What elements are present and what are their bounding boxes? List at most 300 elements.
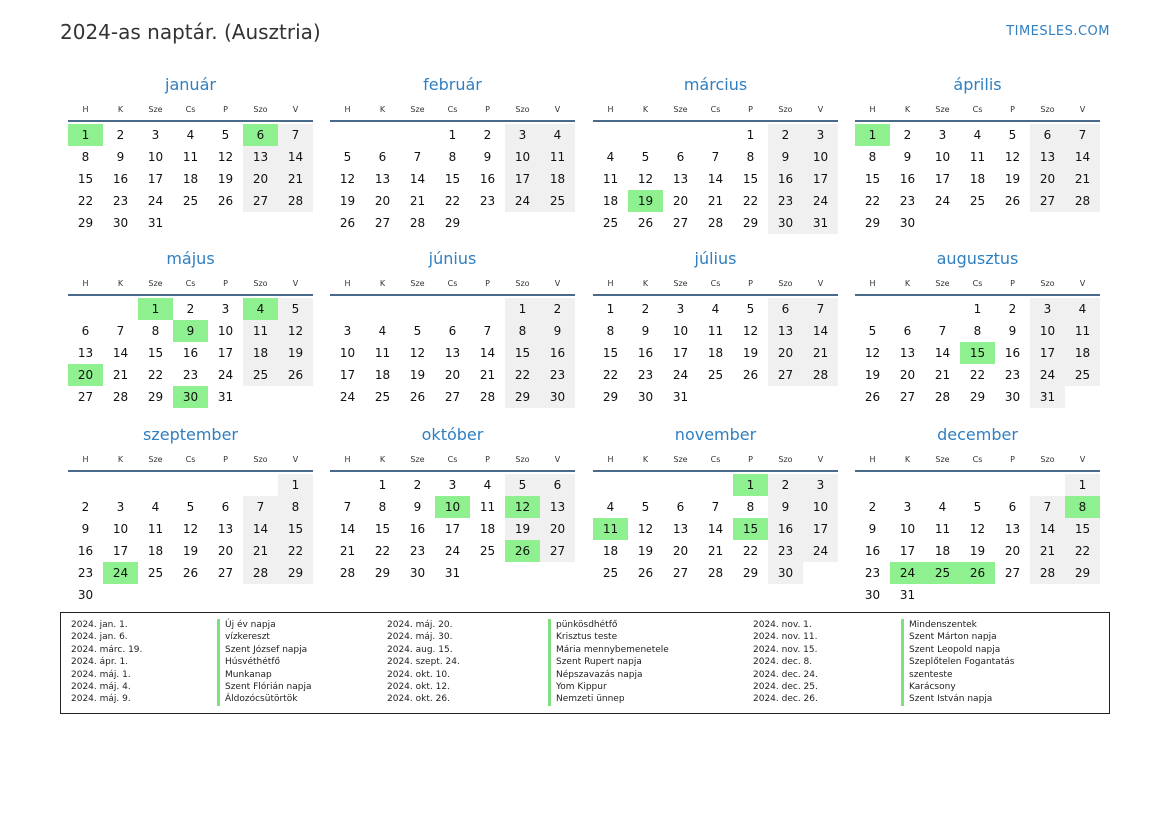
day-cell[interactable]: 20 — [1004, 544, 1021, 558]
day-cell[interactable]: 23 — [637, 368, 654, 382]
day-cell[interactable]: 15 — [147, 346, 164, 360]
day-cell[interactable]: 19 — [969, 544, 986, 558]
day-cell[interactable]: 16 — [409, 522, 426, 536]
day-cell[interactable]: 8 — [868, 150, 877, 164]
day-cell[interactable]: 12 — [339, 172, 356, 186]
day-cell[interactable]: 15 — [1065, 518, 1100, 540]
day-cell[interactable]: 10 — [435, 496, 470, 518]
day-cell[interactable]: 4 — [973, 128, 982, 142]
day-cell[interactable]: 29 — [77, 216, 94, 230]
day-cell[interactable]: 20 — [217, 544, 234, 558]
day-cell[interactable]: 6 — [540, 474, 575, 496]
day-cell[interactable]: 29 — [278, 562, 313, 584]
day-cell[interactable]: 23 — [77, 566, 94, 580]
day-cell[interactable]: 14 — [479, 346, 496, 360]
day-cell[interactable]: 4 — [151, 500, 160, 514]
day-cell[interactable]: 14 — [243, 518, 278, 540]
day-cell[interactable]: 17 — [444, 522, 461, 536]
day-cell[interactable]: 24 — [934, 194, 951, 208]
day-cell[interactable]: 23 — [768, 540, 803, 562]
day-cell[interactable]: 26 — [505, 540, 540, 562]
day-cell[interactable]: 17 — [672, 346, 689, 360]
day-cell[interactable]: 2 — [413, 478, 422, 492]
day-cell[interactable]: 20 — [374, 194, 391, 208]
day-cell[interactable]: 12 — [969, 522, 986, 536]
day-cell[interactable]: 3 — [343, 324, 352, 338]
day-cell[interactable]: 24 — [103, 562, 138, 584]
day-cell[interactable]: 21 — [934, 368, 951, 382]
day-cell[interactable]: 31 — [147, 216, 164, 230]
day-cell[interactable]: 12 — [182, 522, 199, 536]
day-cell[interactable]: 14 — [278, 146, 313, 168]
day-cell[interactable]: 17 — [803, 168, 838, 190]
day-cell[interactable]: 16 — [1004, 346, 1021, 360]
day-cell[interactable]: 17 — [934, 172, 951, 186]
day-cell[interactable]: 28 — [409, 216, 426, 230]
day-cell[interactable]: 8 — [973, 324, 982, 338]
day-cell[interactable]: 17 — [505, 168, 540, 190]
day-cell[interactable]: 24 — [217, 368, 234, 382]
day-cell[interactable]: 1 — [746, 128, 755, 142]
day-cell[interactable]: 27 — [899, 390, 916, 404]
day-cell[interactable]: 24 — [147, 194, 164, 208]
day-cell[interactable]: 26 — [637, 216, 654, 230]
day-cell[interactable]: 28 — [934, 390, 951, 404]
day-cell[interactable]: 3 — [448, 478, 457, 492]
day-cell[interactable]: 25 — [147, 566, 164, 580]
day-cell[interactable]: 25 — [602, 216, 619, 230]
day-cell[interactable]: 30 — [864, 588, 881, 602]
day-cell[interactable]: 17 — [1030, 342, 1065, 364]
day-cell[interactable]: 14 — [803, 320, 838, 342]
day-cell[interactable]: 13 — [899, 346, 916, 360]
day-cell[interactable]: 28 — [1030, 562, 1065, 584]
day-cell[interactable]: 25 — [374, 390, 391, 404]
day-cell[interactable]: 29 — [147, 390, 164, 404]
day-cell[interactable]: 4 — [540, 124, 575, 146]
day-cell[interactable]: 16 — [768, 168, 803, 190]
day-cell[interactable]: 5 — [413, 324, 422, 338]
day-cell[interactable]: 23 — [864, 566, 881, 580]
day-cell[interactable]: 2 — [868, 500, 877, 514]
day-cell[interactable]: 4 — [711, 302, 720, 316]
day-cell[interactable]: 7 — [938, 324, 947, 338]
day-cell[interactable]: 5 — [641, 500, 650, 514]
day-cell[interactable]: 19 — [637, 544, 654, 558]
day-cell[interactable]: 10 — [147, 150, 164, 164]
day-cell[interactable]: 29 — [742, 216, 759, 230]
day-cell[interactable]: 8 — [606, 324, 615, 338]
day-cell[interactable]: 5 — [343, 150, 352, 164]
day-cell[interactable]: 22 — [1065, 540, 1100, 562]
day-cell[interactable]: 14 — [1065, 146, 1100, 168]
day-cell[interactable]: 28 — [479, 390, 496, 404]
day-cell[interactable]: 7 — [711, 500, 720, 514]
day-cell[interactable]: 19 — [278, 342, 313, 364]
day-cell[interactable]: 27 — [540, 540, 575, 562]
day-cell[interactable]: 23 — [899, 194, 916, 208]
day-cell[interactable]: 7 — [711, 150, 720, 164]
day-cell[interactable]: 3 — [803, 474, 838, 496]
day-cell[interactable]: 8 — [378, 500, 387, 514]
day-cell[interactable]: 25 — [1065, 364, 1100, 386]
day-cell[interactable]: 1 — [505, 298, 540, 320]
day-cell[interactable]: 23 — [1004, 368, 1021, 382]
day-cell[interactable]: 31 — [803, 212, 838, 234]
day-cell[interactable]: 1 — [278, 474, 313, 496]
day-cell[interactable]: 19 — [742, 346, 759, 360]
day-cell[interactable]: 4 — [1065, 298, 1100, 320]
day-cell[interactable]: 8 — [151, 324, 160, 338]
day-cell[interactable]: 3 — [1030, 298, 1065, 320]
day-cell[interactable]: 3 — [221, 302, 230, 316]
day-cell[interactable]: 18 — [934, 544, 951, 558]
day-cell[interactable]: 18 — [374, 368, 391, 382]
day-cell[interactable]: 22 — [278, 540, 313, 562]
day-cell[interactable]: 31 — [1030, 386, 1065, 408]
day-cell[interactable]: 12 — [505, 496, 540, 518]
day-cell[interactable]: 24 — [505, 190, 540, 212]
day-cell[interactable]: 11 — [540, 146, 575, 168]
day-cell[interactable]: 10 — [803, 496, 838, 518]
day-cell[interactable]: 22 — [742, 194, 759, 208]
day-cell[interactable]: 10 — [934, 150, 951, 164]
day-cell[interactable]: 29 — [602, 390, 619, 404]
day-cell[interactable]: 24 — [444, 544, 461, 558]
day-cell[interactable]: 9 — [1008, 324, 1017, 338]
day-cell[interactable]: 18 — [182, 172, 199, 186]
day-cell[interactable]: 14 — [1030, 518, 1065, 540]
day-cell[interactable]: 26 — [864, 390, 881, 404]
day-cell[interactable]: 27 — [77, 390, 94, 404]
day-cell[interactable]: 11 — [707, 324, 724, 338]
day-cell[interactable]: 26 — [339, 216, 356, 230]
day-cell[interactable]: 29 — [969, 390, 986, 404]
day-cell[interactable]: 21 — [278, 168, 313, 190]
day-cell[interactable]: 23 — [409, 544, 426, 558]
day-cell[interactable]: 20 — [243, 168, 278, 190]
day-cell[interactable]: 29 — [1065, 562, 1100, 584]
day-cell[interactable]: 28 — [707, 216, 724, 230]
day-cell[interactable]: 28 — [112, 390, 129, 404]
day-cell[interactable]: 13 — [374, 172, 391, 186]
day-cell[interactable]: 1 — [733, 474, 768, 496]
day-cell[interactable]: 4 — [243, 298, 278, 320]
day-cell[interactable]: 2 — [903, 128, 912, 142]
day-cell[interactable]: 13 — [77, 346, 94, 360]
day-cell[interactable]: 11 — [602, 172, 619, 186]
day-cell[interactable]: 19 — [339, 194, 356, 208]
day-cell[interactable]: 14 — [409, 172, 426, 186]
day-cell[interactable]: 2 — [116, 128, 125, 142]
day-cell[interactable]: 6 — [1030, 124, 1065, 146]
day-cell[interactable]: 14 — [707, 522, 724, 536]
day-cell[interactable]: 25 — [243, 364, 278, 386]
day-cell[interactable]: 15 — [374, 522, 391, 536]
day-cell[interactable]: 9 — [641, 324, 650, 338]
day-cell[interactable]: 30 — [77, 588, 94, 602]
day-cell[interactable]: 23 — [540, 364, 575, 386]
day-cell[interactable]: 16 — [899, 172, 916, 186]
day-cell[interactable]: 12 — [637, 522, 654, 536]
day-cell[interactable]: 27 — [1030, 190, 1065, 212]
brand-link[interactable]: TIMESLES.COM — [1006, 24, 1110, 39]
day-cell[interactable]: 27 — [243, 190, 278, 212]
day-cell[interactable]: 8 — [746, 500, 755, 514]
day-cell[interactable]: 1 — [68, 124, 103, 146]
day-cell[interactable]: 2 — [641, 302, 650, 316]
day-cell[interactable]: 20 — [899, 368, 916, 382]
day-cell[interactable]: 27 — [672, 216, 689, 230]
day-cell[interactable]: 7 — [1030, 496, 1065, 518]
day-cell[interactable]: 21 — [409, 194, 426, 208]
day-cell[interactable]: 19 — [864, 368, 881, 382]
day-cell[interactable]: 25 — [707, 368, 724, 382]
day-cell[interactable]: 23 — [112, 194, 129, 208]
day-cell[interactable]: 1 — [606, 302, 615, 316]
day-cell[interactable]: 28 — [803, 364, 838, 386]
day-cell[interactable]: 9 — [116, 150, 125, 164]
day-cell[interactable]: 8 — [81, 150, 90, 164]
day-cell[interactable]: 21 — [339, 544, 356, 558]
day-cell[interactable]: 11 — [1065, 320, 1100, 342]
day-cell[interactable]: 10 — [803, 146, 838, 168]
day-cell[interactable]: 23 — [479, 194, 496, 208]
day-cell[interactable]: 11 — [374, 346, 391, 360]
day-cell[interactable]: 9 — [868, 522, 877, 536]
day-cell[interactable]: 26 — [960, 562, 995, 584]
day-cell[interactable]: 12 — [409, 346, 426, 360]
day-cell[interactable]: 12 — [217, 150, 234, 164]
day-cell[interactable]: 7 — [278, 124, 313, 146]
day-cell[interactable]: 13 — [243, 146, 278, 168]
day-cell[interactable]: 1 — [448, 128, 457, 142]
day-cell[interactable]: 25 — [602, 566, 619, 580]
day-cell[interactable]: 15 — [278, 518, 313, 540]
day-cell[interactable]: 18 — [707, 346, 724, 360]
day-cell[interactable]: 11 — [479, 500, 496, 514]
day-cell[interactable]: 22 — [602, 368, 619, 382]
day-cell[interactable]: 30 — [1004, 390, 1021, 404]
day-cell[interactable]: 6 — [768, 298, 803, 320]
day-cell[interactable]: 27 — [444, 390, 461, 404]
day-cell[interactable]: 26 — [409, 390, 426, 404]
day-cell[interactable]: 15 — [960, 342, 995, 364]
day-cell[interactable]: 4 — [186, 128, 195, 142]
day-cell[interactable]: 19 — [505, 518, 540, 540]
day-cell[interactable]: 19 — [182, 544, 199, 558]
day-cell[interactable]: 26 — [1004, 194, 1021, 208]
day-cell[interactable]: 28 — [707, 566, 724, 580]
day-cell[interactable]: 15 — [742, 172, 759, 186]
day-cell[interactable]: 12 — [742, 324, 759, 338]
day-cell[interactable]: 5 — [186, 500, 195, 514]
day-cell[interactable]: 6 — [378, 150, 387, 164]
day-cell[interactable]: 16 — [540, 342, 575, 364]
day-cell[interactable]: 3 — [116, 500, 125, 514]
day-cell[interactable]: 16 — [768, 518, 803, 540]
day-cell[interactable]: 15 — [864, 172, 881, 186]
day-cell[interactable]: 6 — [81, 324, 90, 338]
day-cell[interactable]: 12 — [1004, 150, 1021, 164]
day-cell[interactable]: 31 — [444, 566, 461, 580]
day-cell[interactable]: 28 — [1065, 190, 1100, 212]
day-cell[interactable]: 5 — [278, 298, 313, 320]
day-cell[interactable]: 16 — [182, 346, 199, 360]
day-cell[interactable]: 24 — [1030, 364, 1065, 386]
day-cell[interactable]: 16 — [864, 544, 881, 558]
day-cell[interactable]: 4 — [606, 150, 615, 164]
day-cell[interactable]: 7 — [483, 324, 492, 338]
day-cell[interactable]: 13 — [444, 346, 461, 360]
day-cell[interactable]: 2 — [540, 298, 575, 320]
day-cell[interactable]: 3 — [903, 500, 912, 514]
day-cell[interactable]: 28 — [243, 562, 278, 584]
day-cell[interactable]: 10 — [339, 346, 356, 360]
day-cell[interactable]: 1 — [1065, 474, 1100, 496]
day-cell[interactable]: 12 — [278, 320, 313, 342]
day-cell[interactable]: 19 — [1004, 172, 1021, 186]
day-cell[interactable]: 15 — [733, 518, 768, 540]
day-cell[interactable]: 29 — [742, 566, 759, 580]
day-cell[interactable]: 17 — [899, 544, 916, 558]
day-cell[interactable]: 3 — [151, 128, 160, 142]
day-cell[interactable]: 21 — [1030, 540, 1065, 562]
day-cell[interactable]: 21 — [112, 368, 129, 382]
day-cell[interactable]: 13 — [540, 496, 575, 518]
day-cell[interactable]: 18 — [969, 172, 986, 186]
day-cell[interactable]: 2 — [81, 500, 90, 514]
day-cell[interactable]: 19 — [628, 190, 663, 212]
day-cell[interactable]: 21 — [707, 194, 724, 208]
day-cell[interactable]: 27 — [1004, 566, 1021, 580]
day-cell[interactable]: 15 — [602, 346, 619, 360]
day-cell[interactable]: 20 — [444, 368, 461, 382]
day-cell[interactable]: 24 — [672, 368, 689, 382]
day-cell[interactable]: 4 — [483, 478, 492, 492]
day-cell[interactable]: 20 — [768, 342, 803, 364]
day-cell[interactable]: 25 — [969, 194, 986, 208]
day-cell[interactable]: 22 — [77, 194, 94, 208]
day-cell[interactable]: 10 — [217, 324, 234, 338]
day-cell[interactable]: 8 — [278, 496, 313, 518]
day-cell[interactable]: 30 — [899, 216, 916, 230]
day-cell[interactable]: 8 — [505, 320, 540, 342]
day-cell[interactable]: 6 — [448, 324, 457, 338]
day-cell[interactable]: 29 — [444, 216, 461, 230]
day-cell[interactable]: 4 — [938, 500, 947, 514]
day-cell[interactable]: 16 — [479, 172, 496, 186]
day-cell[interactable]: 30 — [768, 562, 803, 584]
day-cell[interactable]: 26 — [217, 194, 234, 208]
day-cell[interactable]: 11 — [934, 522, 951, 536]
day-cell[interactable]: 14 — [707, 172, 724, 186]
day-cell[interactable]: 25 — [540, 190, 575, 212]
day-cell[interactable]: 5 — [746, 302, 755, 316]
day-cell[interactable]: 22 — [969, 368, 986, 382]
day-cell[interactable]: 15 — [444, 172, 461, 186]
day-cell[interactable]: 23 — [182, 368, 199, 382]
day-cell[interactable]: 17 — [339, 368, 356, 382]
day-cell[interactable]: 21 — [479, 368, 496, 382]
day-cell[interactable]: 19 — [409, 368, 426, 382]
day-cell[interactable]: 20 — [540, 518, 575, 540]
day-cell[interactable]: 2 — [1008, 302, 1017, 316]
day-cell[interactable]: 20 — [672, 194, 689, 208]
day-cell[interactable]: 8 — [1065, 496, 1100, 518]
day-cell[interactable]: 14 — [339, 522, 356, 536]
day-cell[interactable]: 1 — [973, 302, 982, 316]
day-cell[interactable]: 24 — [803, 190, 838, 212]
day-cell[interactable]: 31 — [899, 588, 916, 602]
day-cell[interactable]: 10 — [112, 522, 129, 536]
day-cell[interactable]: 17 — [803, 518, 838, 540]
day-cell[interactable]: 22 — [742, 544, 759, 558]
day-cell[interactable]: 9 — [768, 496, 803, 518]
day-cell[interactable]: 29 — [505, 386, 540, 408]
day-cell[interactable]: 16 — [637, 346, 654, 360]
day-cell[interactable]: 8 — [448, 150, 457, 164]
day-cell[interactable]: 27 — [217, 566, 234, 580]
day-cell[interactable]: 21 — [707, 544, 724, 558]
day-cell[interactable]: 13 — [768, 320, 803, 342]
day-cell[interactable]: 6 — [1008, 500, 1017, 514]
day-cell[interactable]: 11 — [969, 150, 986, 164]
day-cell[interactable]: 18 — [147, 544, 164, 558]
day-cell[interactable]: 13 — [672, 522, 689, 536]
day-cell[interactable]: 6 — [221, 500, 230, 514]
day-cell[interactable]: 2 — [768, 124, 803, 146]
day-cell[interactable]: 26 — [637, 566, 654, 580]
day-cell[interactable]: 27 — [768, 364, 803, 386]
day-cell[interactable]: 13 — [672, 172, 689, 186]
day-cell[interactable]: 5 — [1008, 128, 1017, 142]
day-cell[interactable]: 27 — [672, 566, 689, 580]
day-cell[interactable]: 22 — [864, 194, 881, 208]
day-cell[interactable]: 6 — [676, 500, 685, 514]
day-cell[interactable]: 24 — [339, 390, 356, 404]
day-cell[interactable]: 7 — [343, 500, 352, 514]
day-cell[interactable]: 24 — [890, 562, 925, 584]
day-cell[interactable]: 18 — [479, 522, 496, 536]
day-cell[interactable]: 9 — [903, 150, 912, 164]
day-cell[interactable]: 28 — [278, 190, 313, 212]
day-cell[interactable]: 1 — [378, 478, 387, 492]
day-cell[interactable]: 31 — [217, 390, 234, 404]
day-cell[interactable]: 26 — [742, 368, 759, 382]
day-cell[interactable]: 25 — [479, 544, 496, 558]
day-cell[interactable]: 24 — [803, 540, 838, 562]
day-cell[interactable]: 22 — [505, 364, 540, 386]
day-cell[interactable]: 30 — [112, 216, 129, 230]
day-cell[interactable]: 17 — [217, 346, 234, 360]
day-cell[interactable]: 9 — [173, 320, 208, 342]
day-cell[interactable]: 26 — [278, 364, 313, 386]
day-cell[interactable]: 29 — [864, 216, 881, 230]
day-cell[interactable]: 30 — [173, 386, 208, 408]
day-cell[interactable]: 13 — [217, 522, 234, 536]
day-cell[interactable]: 30 — [540, 386, 575, 408]
day-cell[interactable]: 28 — [339, 566, 356, 580]
day-cell[interactable]: 17 — [112, 544, 129, 558]
day-cell[interactable]: 14 — [934, 346, 951, 360]
day-cell[interactable]: 18 — [602, 194, 619, 208]
day-cell[interactable]: 13 — [1030, 146, 1065, 168]
day-cell[interactable]: 18 — [243, 342, 278, 364]
day-cell[interactable]: 10 — [672, 324, 689, 338]
day-cell[interactable]: 29 — [374, 566, 391, 580]
day-cell[interactable]: 21 — [1065, 168, 1100, 190]
